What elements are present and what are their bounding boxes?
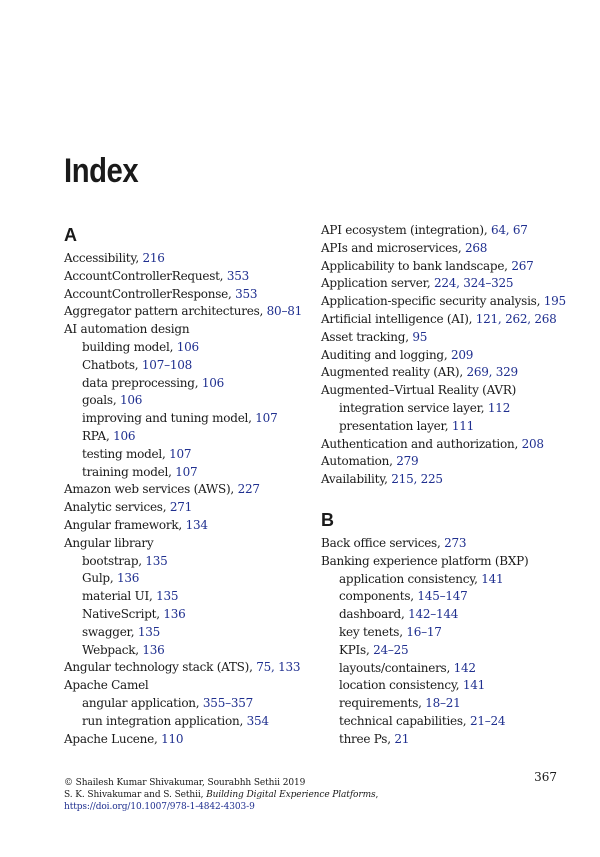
entry-separator: , [462, 713, 470, 728]
index-subentry [321, 677, 581, 695]
entry-term: application consistency [339, 571, 475, 586]
entry-term: three Ps [339, 731, 388, 746]
entry-separator: , [365, 642, 374, 657]
index-subentry [64, 588, 304, 606]
entry-term: Aggregator pattern architectures [64, 304, 260, 319]
entry-page-links[interactable]: 273 [444, 535, 467, 550]
index-subentry [321, 571, 581, 589]
entry-page-links[interactable]: 142 [453, 660, 476, 675]
entry-separator: , [504, 258, 512, 273]
section-gap [321, 489, 581, 507]
index-subentry [64, 375, 304, 393]
index-subentry [64, 606, 304, 624]
entry-separator: , [474, 571, 482, 586]
entry-page-links[interactable]: 227 [237, 482, 260, 497]
entry-term: bootstrap [82, 553, 139, 568]
entry-separator: , [400, 607, 409, 622]
entry-term: swagger [82, 624, 131, 639]
index-entry [321, 382, 581, 400]
entry-term: Angular library [64, 535, 154, 550]
index-entry [64, 481, 304, 499]
entry-term: RPA [82, 428, 106, 443]
entry-page-links[interactable]: 16–17 [406, 624, 442, 639]
entry-page-links[interactable]: 209 [451, 347, 474, 362]
entry-page-links[interactable]: 106 [176, 339, 199, 354]
index-entry [64, 499, 304, 517]
section-letter-b: B [321, 509, 334, 530]
entry-page-links[interactable]: 80–81 [266, 304, 302, 319]
entry-page-links[interactable]: 24–25 [373, 642, 409, 657]
index-entry [64, 303, 304, 321]
index-entry [321, 311, 581, 329]
entry-page-links[interactable]: 110 [161, 731, 184, 746]
entry-term: KPIs [339, 642, 366, 657]
entry-term: Apache Lucene [64, 731, 154, 746]
entry-term: Auditing and logging [321, 347, 444, 362]
entry-term: angular application [82, 695, 196, 710]
entry-separator: , [135, 251, 143, 265]
entry-term: technical capabilities [339, 713, 463, 728]
entry-term: requirements [339, 696, 419, 711]
entry-term: Analytic services [64, 500, 163, 515]
entry-term: data preprocessing [82, 375, 195, 390]
citation-line [64, 789, 558, 801]
entry-page-links[interactable]: 271 [169, 500, 193, 515]
entry-term: key tenets [339, 624, 400, 639]
index-entry [64, 677, 304, 695]
index-entry [321, 293, 581, 311]
entry-page-links[interactable]: 141 [481, 571, 504, 586]
index-subentry [64, 392, 304, 410]
entry-page-links[interactable]: 195 [543, 294, 566, 309]
entry-term: components [339, 589, 411, 604]
entry-page-links[interactable]: 136 [142, 642, 165, 657]
entry-separator: , [109, 571, 117, 586]
entry-page-links[interactable]: 121, 262, 268 [475, 311, 557, 326]
index-subentry [321, 588, 581, 606]
entry-separator: , [161, 446, 170, 461]
entry-separator: , [399, 624, 407, 639]
entry-page-links[interactable]: 269, 329 [466, 365, 518, 380]
index-entry [64, 731, 304, 749]
entry-separator: , [153, 731, 162, 746]
entry-page-links[interactable]: 208 [521, 436, 544, 451]
citation-prefix: S. K. Shivakumar and S. Sethii, [64, 790, 207, 800]
entry-term: Chatbots [82, 357, 135, 372]
entry-term: APIs and microservices [321, 240, 458, 255]
index-subentry [64, 695, 304, 713]
entry-term: integration service layer [339, 400, 481, 415]
entry-term: AccountControllerRequest [64, 268, 220, 283]
entry-term: Availability [321, 472, 385, 487]
index-entry [321, 329, 581, 347]
entry-term: Application-specific security analysis [321, 294, 537, 309]
entry-separator: , [227, 286, 236, 301]
entry-separator: , [389, 454, 397, 469]
entry-separator: , [178, 517, 186, 532]
entry-term: Apache Camel [64, 678, 149, 693]
entry-page-links[interactable]: 112 [487, 400, 511, 415]
index-subentry [64, 713, 304, 731]
entry-term: Applicability to bank landscape [321, 258, 505, 273]
entry-term: run integration application [82, 713, 240, 728]
entry-separator: , [436, 535, 445, 550]
entry-page-links[interactable]: 106 [201, 375, 224, 390]
entry-page-links[interactable]: 136 [163, 606, 186, 621]
entry-term: Angular technology stack (ATS) [64, 660, 250, 675]
entry-separator: , [219, 268, 227, 283]
entry-page-links[interactable]: 18–21 [425, 696, 461, 711]
entry-page-links[interactable]: 21–24 [469, 713, 506, 728]
entry-page-links[interactable]: 141 [462, 678, 486, 693]
entry-term: Artificial intelligence (AI) [321, 311, 469, 326]
entry-term: Asset tracking [321, 329, 406, 344]
entry-term: Application server [321, 276, 427, 291]
index-subentry [64, 624, 304, 642]
entry-page-links[interactable]: 107 [255, 411, 278, 426]
entry-term: testing model [82, 446, 162, 461]
entry-page-links[interactable]: 75, 133 [256, 660, 301, 675]
entry-term: Accessibility [64, 251, 136, 265]
index-subentry [64, 410, 304, 428]
footer [64, 777, 558, 813]
entry-separator: , [426, 276, 434, 291]
index-subentry [321, 642, 581, 660]
entry-term: Webpack [82, 642, 136, 657]
index-subentry [321, 695, 581, 713]
entry-term: Gulp [82, 571, 110, 586]
entry-separator: , [156, 606, 164, 621]
entry-separator: , [239, 713, 247, 728]
entry-page-links[interactable]: 135 [145, 553, 168, 568]
entry-page-links[interactable]: 106 [113, 428, 136, 443]
entry-separator: , [443, 347, 451, 362]
entry-separator: , [405, 329, 413, 344]
index-entry [64, 250, 304, 268]
entry-term: Banking experience platform (BXP) [321, 553, 529, 568]
entry-separator: , [483, 223, 491, 237]
index-subentry [64, 446, 304, 464]
entry-page-links[interactable]: 64, 67 [490, 223, 528, 237]
entry-page-links[interactable]: 111 [451, 418, 474, 433]
entry-term: dashboard [339, 607, 401, 622]
index-column-right [321, 222, 581, 749]
entry-page-links[interactable]: 107 [175, 464, 198, 479]
citation-suffix: , [375, 790, 379, 800]
entry-separator: , [169, 339, 177, 354]
index-entry [321, 535, 581, 553]
index-column-left [64, 222, 304, 748]
index-entry [321, 258, 581, 276]
entry-page-links[interactable]: 216 [142, 251, 165, 265]
citation-title: Building Digital Experience Platforms [206, 790, 376, 800]
entry-page-links[interactable]: 136 [116, 571, 140, 586]
index-entry [64, 659, 304, 677]
index-subentry [64, 642, 304, 660]
entry-term: presentation layer [339, 418, 445, 433]
entry-separator: , [168, 464, 176, 479]
entry-separator: , [135, 642, 143, 657]
index-subentry [321, 624, 581, 642]
index-entry [321, 364, 581, 382]
page-title: Index [64, 152, 139, 190]
entry-term: API ecosystem (integration) [321, 223, 484, 237]
index-entry [64, 321, 304, 339]
copyright-line: © Shailesh Kumar Shivakumar, Sourabhh Sethii 2019 [64, 778, 306, 788]
entry-page-links[interactable]: 279 [396, 454, 419, 469]
entry-separator: , [410, 589, 418, 604]
entry-term: material UI [82, 589, 149, 604]
section-letter-a: A [64, 225, 77, 245]
entry-page-links[interactable]: 107 [169, 446, 192, 461]
entry-term: Back office services [321, 535, 437, 550]
entry-separator: , [259, 304, 267, 319]
page-number: 367 [534, 770, 557, 784]
index-entry [64, 517, 304, 535]
entry-separator: , [130, 624, 138, 639]
index-subentry [321, 713, 581, 731]
entry-separator: , [230, 482, 238, 497]
entry-separator: , [387, 731, 395, 746]
entry-separator: , [514, 436, 522, 451]
index-subentry [64, 553, 304, 571]
entry-separator: , [480, 400, 488, 415]
index-subentry [64, 428, 304, 446]
entry-separator: , [134, 357, 142, 372]
index-subentry [64, 464, 304, 482]
entry-separator: , [418, 696, 426, 711]
entry-page-links[interactable]: 355–357 [202, 695, 253, 710]
entry-separator: , [468, 311, 476, 326]
entry-separator: , [455, 678, 463, 693]
entry-separator: , [148, 589, 157, 604]
entry-page-links[interactable]: 134 [185, 517, 208, 532]
index-subentry [321, 660, 581, 678]
entry-page-links[interactable]: 142–144 [408, 607, 459, 622]
entry-page-links[interactable]: 145–147 [417, 589, 468, 604]
entry-term: improving and tuning model [82, 411, 249, 426]
index-entry [321, 222, 581, 240]
entry-term: AI automation design [64, 322, 190, 337]
entry-term: Automation [321, 454, 390, 469]
entry-term: NativeScript [82, 606, 157, 621]
entry-page-links[interactable]: 353 [235, 286, 258, 301]
entry-separator: , [444, 418, 452, 433]
entry-separator: , [457, 240, 465, 255]
index-subentry [321, 731, 581, 749]
entry-separator: , [112, 393, 120, 408]
index-entry [321, 453, 581, 471]
entry-separator: , [195, 695, 203, 710]
entry-page-links[interactable]: 215, 225 [391, 472, 443, 487]
entry-term: location consistency [339, 678, 456, 693]
index-entry [64, 268, 304, 286]
entry-term: building model [82, 339, 170, 354]
entry-term: layouts/containers [339, 660, 447, 675]
index-subentry [64, 570, 304, 588]
index-entry [321, 275, 581, 293]
entry-page-links[interactable]: 268 [464, 240, 488, 255]
index-subentry [321, 400, 581, 418]
entry-separator: , [459, 365, 467, 380]
entry-page-links[interactable]: 135 [137, 624, 161, 639]
entry-separator: , [138, 553, 146, 568]
entry-term: Augmented reality (AR) [321, 365, 460, 380]
entry-separator: , [249, 660, 257, 675]
entry-term: Amazon web services (AWS) [64, 482, 231, 497]
entry-term: Angular framework [64, 517, 179, 532]
entry-term: Authentication and authorization [321, 436, 515, 451]
index-entry [321, 436, 581, 454]
entry-separator: , [194, 375, 202, 390]
index-entry [64, 286, 304, 304]
index-entry [64, 535, 304, 553]
index-entry [321, 347, 581, 365]
entry-separator: , [446, 660, 454, 675]
entry-page-links[interactable]: 267 [511, 258, 534, 273]
entry-term: goals [82, 393, 113, 408]
entry-separator: , [248, 411, 256, 426]
entry-separator: , [384, 472, 392, 487]
entry-term: AccountControllerResponse [64, 286, 228, 301]
doi-link[interactable]: https://doi.org/10.1007/978-1-4842-4303-9 [64, 802, 255, 812]
entry-separator: , [162, 500, 170, 515]
entry-page-links[interactable]: 95 [412, 329, 428, 344]
entry-page-links[interactable]: 354 [246, 713, 269, 728]
index-entry [321, 471, 581, 489]
index-entry [321, 553, 581, 571]
index-entry [321, 240, 581, 258]
entry-separator: , [536, 294, 544, 309]
index-subentry [321, 606, 581, 624]
entry-term: training model [82, 464, 169, 479]
entry-page-links[interactable]: 224, 324–325 [433, 276, 514, 291]
entry-page-links[interactable]: 106 [119, 393, 143, 408]
entry-term: Augmented–Virtual Reality (AVR) [321, 383, 517, 398]
entry-page-links[interactable]: 135 [156, 589, 179, 604]
entry-page-links[interactable]: 21 [394, 731, 410, 746]
index-subentry [321, 418, 581, 436]
entry-page-links[interactable]: 107–108 [141, 357, 192, 372]
index-subentry [64, 357, 304, 375]
index-subentry [64, 339, 304, 357]
entry-separator: , [105, 428, 114, 443]
entry-page-links[interactable]: 353 [226, 268, 249, 283]
